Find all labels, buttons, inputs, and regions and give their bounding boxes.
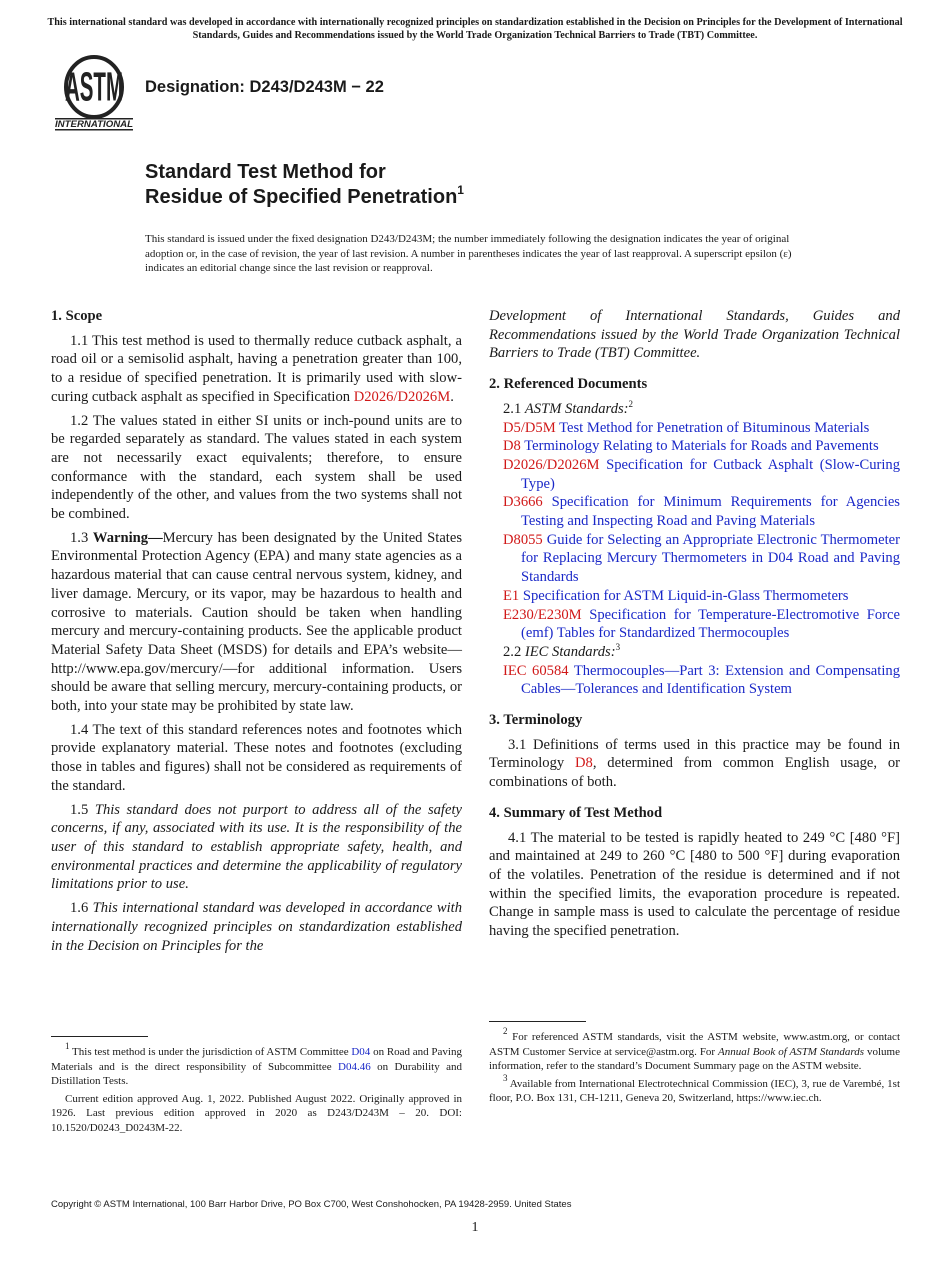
reference-link[interactable]: IEC 60584: [503, 662, 569, 679]
paragraph: [51, 801, 462, 895]
referenced-document: [489, 437, 900, 456]
text-run: Warning—: [92, 529, 163, 546]
footnote: [51, 1092, 462, 1136]
reference-link[interactable]: 2: [503, 1026, 508, 1036]
tbt-notice: This international standard was developed in accordance with internationally recognized principles on standardization established in the Decision on Principles for the Development of International Standards, Guides and Recommendations issued by the World Trade Organization Technical Barriers to Trade (TBT) Committee.: [47, 17, 903, 41]
text-run: 3.1 Definitions of terms used in this practice may be found in Terminology: [489, 736, 900, 772]
reference-link[interactable]: D3666: [503, 494, 543, 511]
reference-link[interactable]: D8: [503, 438, 521, 455]
footnote-rule: [489, 1021, 586, 1022]
title-text: Residue of Specified Penetration: [145, 186, 458, 208]
reference-link[interactable]: Specification for Cutback Asphalt (Slow-Curing Type): [521, 456, 900, 492]
text-run: This standard does not purport to address all of the safety concerns, if any, associated with its use. It is the responsibility of the user of this standard to establish appropriate safety, health, and environmental practices and determine the applicability of regulatory limitations prior to use.: [51, 801, 462, 893]
designation: Designation: D243/D243M − 22: [145, 78, 384, 96]
referenced-document: [489, 606, 900, 643]
reference-link[interactable]: Thermocouples—Part 3: Extension and Compensating Cables—Tolerances and Identification System: [521, 662, 900, 698]
reference-link[interactable]: 1: [65, 1041, 70, 1051]
reference-link[interactable]: D5/D5M: [503, 419, 556, 436]
text-run: This test method is under the jurisdiction of ASTM Committee: [69, 1046, 352, 1058]
reference-link[interactable]: D2026/D2026M: [503, 456, 600, 473]
text-run: ASTM Standards:: [524, 400, 629, 417]
text-run: .: [450, 388, 454, 405]
reference-link[interactable]: E230/E230M: [503, 606, 582, 623]
text-run: 1.6: [70, 900, 93, 917]
subsection-heading: [489, 643, 900, 662]
text-run: , determined from common English usage, or combinations of both.: [489, 755, 901, 791]
text-run: 2. Referenced Documents: [489, 376, 648, 393]
issuance-note: This standard is issued under the fixed designation D243/D243M; the number immediately following the designation indicates the year of original adoption or, in the case of revision, the year of last revision. A number in parentheses indicates the year of last reapproval. A superscript epsilon (ε) indicates an editorial change since the last revision or reapproval.: [145, 233, 792, 274]
text-run: volume information, refer to the standard’s Document Summary page on the ASTM website.: [489, 1045, 900, 1073]
document-title: [145, 160, 464, 210]
subsection-heading: [489, 400, 900, 419]
astm-logo: [53, 55, 135, 131]
text-run: on Durability and Distillation Tests.: [51, 1060, 462, 1088]
title-footnote-ref[interactable]: 1: [457, 183, 464, 197]
referenced-document: [489, 419, 900, 438]
referenced-document: [489, 587, 900, 606]
text-run: 1. Scope: [51, 308, 103, 324]
paragraph: [489, 307, 900, 363]
text-run: Mercury has been designated by the United States Environmental Protection Agency (EPA) and many state agencies as a hazardous material that can cause central nervous system, kidney, and liver damage. Mercury, or its vapor, may be hazardous to health and corrosive to materials. Caution should be taken when handling mercury and mercury-containing products. See the applicable product Material Safety Data Sheet (MSDS) for details and EPA’s website—http://www.epa.gov/mercury/—for additional information. Users should be aware that selling mercury, mercury-containing products, or both, into your state may be prohibited by state law.: [51, 529, 463, 715]
footnote-rule: [51, 1036, 148, 1037]
section-heading: [489, 804, 900, 823]
text-run: For referenced ASTM standards, visit the ASTM website, www.astm.org, or contact ASTM Customer Service at service@astm.org. For: [489, 1031, 900, 1058]
reference-link[interactable]: D8: [574, 755, 593, 772]
text-run: Development of International Standards, Guides and Recommendations issued by the World Trade Organization Technical Barriers to Trade (TBT) Committee.: [489, 308, 900, 362]
text-run: 1.2 The values stated in either SI units or inch-pound units are to be regarded separately as standard. The values stated in each system are not necessarily exact equivalents; therefore, to ensure conformance with the standard, each system shall be used independently of the other, and values from the two systems shall not be combined.: [51, 412, 462, 523]
reference-link[interactable]: Guide for Selecting an Appropriate Electronic Thermometer for Replacing Mercury Thermometers in D04 Road and Paving Standards: [521, 531, 900, 586]
reference-link[interactable]: D8055: [503, 531, 543, 548]
text-run: Available from International Electrotechnical Commission (IEC), 3, rue de Varembé, 1st floor, P.O. Box 131, CH-1211, Geneva 20, Switzerland, https://www.iec.ch.: [489, 1077, 900, 1105]
text-run: This international standard was developed in accordance with internationally recognized principles on standardization established in the Decision on Principles for the: [51, 900, 463, 954]
left-column: [51, 307, 462, 960]
footnote: [51, 1041, 462, 1089]
reference-link[interactable]: 3: [503, 1072, 508, 1083]
text-run: 3. Terminology: [489, 712, 583, 729]
footnotes-right: [489, 1026, 900, 1109]
footnote: [489, 1026, 900, 1074]
text-run: 4.1 The material to be tested is rapidly heated to 249 °C [480 °F] and maintained at 249 to 260 °C [480 to 500 °F] during evaporation of the volatiles. Penetration of the residue is determined and if not within the specified limits, the evaporation procedure is repeated. Change in sample mass is used to calculate the percentage of residue having the specified penetration.: [489, 829, 900, 940]
reference-link[interactable]: Specification for Minimum Requirements for Agencies Testing and Inspecting Road and Paving Materials: [521, 494, 900, 530]
text-run: 1.4 The text of this standard references notes and footnotes which provide explanatory material. These notes and footnotes (excluding those in tables and figures) shall not be considered as requirements of the standard.: [51, 721, 462, 794]
text-run: 1.5: [70, 801, 95, 818]
paragraph: [51, 412, 462, 524]
text-run: 4. Summary of Test Method: [489, 804, 663, 821]
svg-text:INTERNATIONAL: INTERNATIONAL: [55, 119, 133, 129]
reference-link[interactable]: D04: [351, 1046, 371, 1058]
text-run: IEC Standards:: [524, 643, 616, 660]
referenced-document: [489, 662, 900, 699]
svg-text:ASTM: ASTM: [65, 63, 124, 110]
title-line-2: [145, 185, 464, 210]
referenced-document: [489, 531, 900, 587]
text-run: 2.2: [503, 643, 525, 660]
reference-link[interactable]: Test Method for Penetration of Bituminous Materials: [555, 419, 870, 436]
paragraph: [51, 529, 462, 716]
reference-link[interactable]: Specification for ASTM Liquid-in-Glass Thermometers: [519, 587, 849, 604]
text-run: Annual Book of ASTM Standards: [718, 1045, 865, 1058]
paragraph: [51, 721, 462, 796]
reference-link[interactable]: Terminology Relating to Materials for Roads and Pavements: [520, 438, 879, 455]
text-run: on Road and Paving Materials and is the direct responsibility of Subcommittee: [51, 1046, 462, 1073]
paragraph: [51, 899, 462, 955]
reference-link[interactable]: D2026/D2026M: [353, 388, 451, 405]
right-column: [489, 307, 900, 946]
reference-link[interactable]: Specification for Temperature-Electromotive Force (emf) Tables for Standardized Thermocouples: [521, 606, 900, 642]
page-number: 1: [471, 1220, 479, 1235]
reference-link[interactable]: E1: [503, 587, 520, 604]
referenced-document: [489, 493, 900, 530]
text-run: 1.3: [70, 529, 93, 546]
copyright: Copyright © ASTM International, 100 Barr Harbor Drive, PO Box C700, West Conshohocken, PA 19428-2959. United States: [51, 1199, 572, 1210]
paragraph: [489, 736, 900, 792]
reference-link[interactable]: 3: [615, 641, 621, 652]
paragraph: [51, 332, 462, 407]
referenced-document: [489, 456, 900, 493]
text-run: Current edition approved Aug. 1, 2022. Published August 2022. Originally approved in 1926. Last previous edition approved in 2020 as D243/D243M – 20. DOI: 10.1520/D0243_D0243M-22.: [51, 1092, 462, 1134]
footnotes-left: [51, 1041, 462, 1139]
paragraph: [489, 829, 900, 941]
section-heading: [51, 307, 462, 326]
section-heading: [489, 711, 900, 730]
reference-link[interactable]: D04.46: [338, 1060, 371, 1073]
text-run: 1.1 This test method is used to thermally reduce cutback asphalt, a road oil or a semisolid asphalt, having a penetration greater than 100, to a residue of specified penetration. It is primarily used with slow-curing cutback asphalt as specified in Specification: [51, 332, 462, 405]
footnote: [489, 1072, 900, 1106]
text-run: 2.1: [503, 400, 525, 417]
section-heading: [489, 375, 900, 394]
reference-link[interactable]: 2: [628, 398, 634, 409]
title-line-1: Standard Test Method for: [145, 161, 386, 183]
